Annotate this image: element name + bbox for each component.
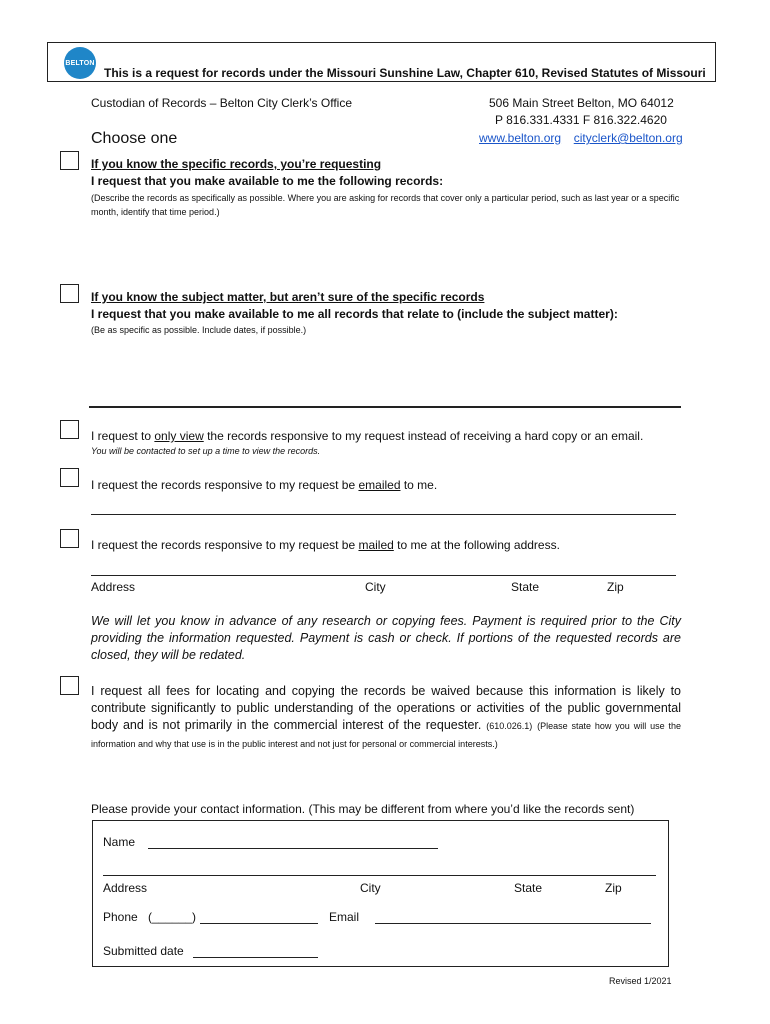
contact-intro: Please provide your contact information. (This may be different from where you’d like the records sent) (91, 802, 635, 816)
option1-records-area[interactable] (91, 222, 681, 282)
contact-city-label: City (360, 881, 381, 895)
contact-address-field[interactable] (103, 875, 656, 876)
view-option-note: You will be contacted to set up a time to view the records. (91, 446, 321, 456)
submitted-date-label: Submitted date (103, 944, 184, 958)
option2-subject-area[interactable] (91, 340, 681, 400)
option2-line: I request that you make available to me all records that relate to (include the subject matter): (91, 307, 618, 321)
view-only-checkbox[interactable] (60, 420, 79, 439)
custodian-label: Custodian of Records – Belton City Clerk’s Office (91, 96, 353, 110)
office-address: 506 Main Street Belton, MO 64012 (489, 96, 674, 110)
section-divider (89, 406, 681, 408)
city-logo (64, 47, 96, 79)
contact-zip-label: Zip (605, 881, 622, 895)
website-link[interactable]: www.belton.org (479, 131, 562, 145)
revised-date: Revised 1/2021 (609, 976, 672, 986)
phone-label: Phone (103, 910, 138, 924)
email-label: Email (329, 910, 360, 924)
name-label: Name (103, 835, 136, 849)
mail-option-text: I request the records responsive to my request be mailed to me at the following address. (91, 538, 560, 552)
subject-matter-checkbox[interactable] (60, 284, 79, 303)
option2-heading: If you know the subject matter, but aren’t sure of the specific records (91, 290, 485, 304)
email-link[interactable]: cityclerk@belton.org (573, 131, 683, 145)
option1-note: (Describe the records as specifically as possible. Where you are asking for records that cover only a particular period, such as last year or a specific month, identify that time period.) (91, 193, 680, 217)
office-phone-fax: P 816.331.4331 F 816.322.4620 (495, 113, 667, 127)
fee-waiver-checkbox[interactable] (60, 676, 79, 695)
phone-area-code-field[interactable]: (______) (148, 910, 197, 924)
emailed-checkbox[interactable] (60, 468, 79, 487)
logo-text: BELTON (65, 59, 95, 67)
email-option-text: I request the records responsive to my request be emailed to me. (91, 478, 438, 492)
mail-zip-label: Zip (607, 580, 624, 594)
view-option-text: I request to only view the records responsive to my request instead of receiving a hard copy or an email. (91, 429, 644, 443)
mailed-checkbox[interactable] (60, 529, 79, 548)
waiver-text: I request all fees for locating and copying the records be waived because this information is likely to contribute significantly to public understanding of the operations or activities of the public governmental body and is not primarily in the commercial interest of the requester. (610.026.1) (Please state how you will use the information and why that use is in the public interest and not just for personal or commercial interests.) (91, 684, 681, 749)
specific-records-checkbox[interactable] (60, 151, 79, 170)
header-title: This is a request for records under the Missouri Sunshine Law, Chapter 610, Revised Statutes of Missouri (104, 66, 706, 80)
mail-address-label: Address (91, 580, 136, 594)
mailing-address-line[interactable] (91, 575, 676, 576)
option1-heading: If you know the specific records, you’re requesting (91, 157, 382, 171)
contact-state-label: State (514, 881, 543, 895)
submitted-date-field[interactable] (193, 957, 318, 958)
name-field[interactable] (148, 848, 438, 849)
contact-address-label: Address (103, 881, 148, 895)
mail-state-label: State (511, 580, 540, 594)
choose-one-label: Choose one (91, 130, 178, 147)
email-address-line[interactable] (91, 514, 676, 515)
option1-line: I request that you make available to me the following records: (91, 174, 444, 188)
email-field[interactable] (375, 923, 651, 924)
option2-note: (Be as specific as possible. Include dates, if possible.) (91, 325, 307, 335)
mail-city-label: City (365, 580, 386, 594)
phone-number-field[interactable] (200, 923, 318, 924)
fees-notice: We will let you know in advance of any research or copying fees. Payment is required prior to the City providing the information requested. Payment is cash or check. If portions of the requested records are closed, they will be redated. (91, 614, 681, 662)
